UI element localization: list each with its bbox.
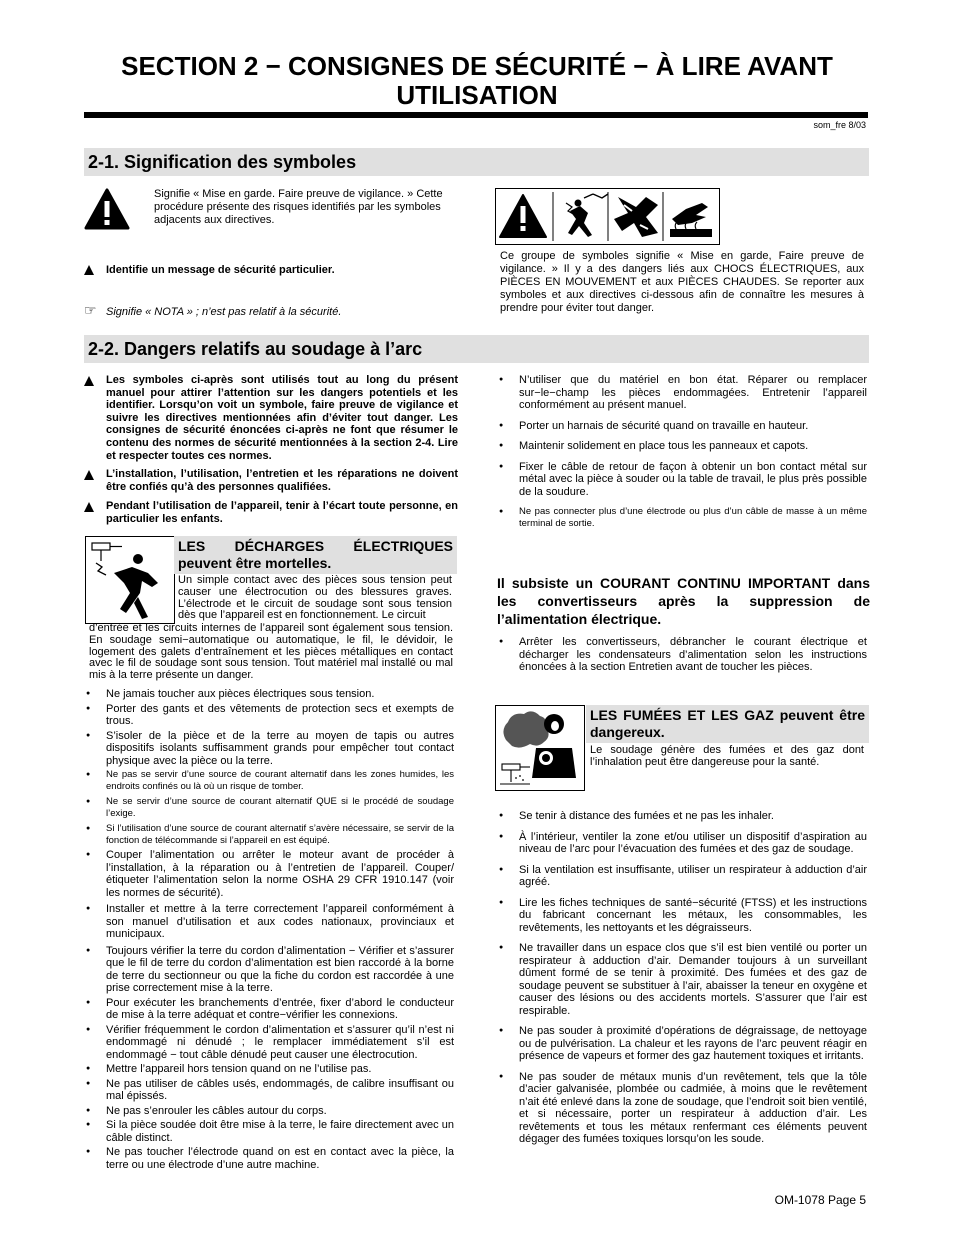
list-item: ● Lire les fiches techniques de santé−sécurité (FTSS) et les instructions du fabricant concernant les métaux, les consommables, les revêtements, les nettoyants et les dégraisseurs. xyxy=(497,897,867,935)
electric-shock-icon xyxy=(566,194,608,237)
fumes-bullet-list xyxy=(497,810,867,1146)
document-code: som_fre 8/03 xyxy=(813,120,866,130)
dc-warning-bullet-list xyxy=(497,636,867,674)
list-item: ● N’utiliser que du matériel en bon état. Réparer ou remplacer sur−le−champ les pièces endommagées. Entretenir l’appareil conformément au présent manuel. xyxy=(497,374,867,412)
list-item: ● Ne pas souder de métaux munis d’un revêtement, tels que la tôle d’acier galvanisée, plombée ou cadmiée, à moins que le revêtement n’ait été enlevé dans la zone de soudage, que l’endroit soit bien ventilé, et si nécessaire, porter un respirateur à adduction d’air. Les revêtements et tous les métaux renfermant ces éléments peuvent dégager des fumées toxiques lorsqu’on les soude. xyxy=(497,1071,867,1146)
section-2-2-title: 2-2. Dangers relatifs au soudage à l’arc xyxy=(88,339,423,359)
list-item: ● Installer et mettre à la terre correctement l’appareil conformément à son manuel d’utilisation et aux codes nationaux, provinciaux et municipaux. xyxy=(84,903,454,941)
list-item: ● Porter un harnais de sécurité quand on travaille en hauteur. xyxy=(497,420,867,433)
special-message-text: Identifie un message de sécurité particulier. xyxy=(106,264,335,276)
electric-shock-heading: LES DÉCHARGES ÉLECTRIQUES peuvent être mortelles. xyxy=(174,536,457,574)
list-item: ● Si la ventilation est insuffisante, utiliser un respirateur à adduction d’air agréé. xyxy=(497,864,867,889)
list-item: ● Couper l’alimentation ou arrêter le moteur avant de procéder à l’installation, à la réparation ou à l’entretien de l’appareil. Couper/étiqueter l’alimentation selon la norme OSHA 29 CFR 1910.147 (voir les normes de sécurité). xyxy=(84,849,454,899)
list-item: ● Ne pas souder à proximité d’opérations de dégraissage, de nettoyage ou de pulvérisation. La chaleur et les rayons de l’arc peuvent réagir en présence de vapeurs et former des gaz hautement toxiques et irritants. xyxy=(497,1025,867,1063)
list-item: ● Toujours vérifier la terre du cordon d’alimentation − Vérifier et s’assurer que le fil de terre du cordon d’alimentation est bien raccordé à la borne de terre du sectionneur ou que la fiche du cordon est raccordée à une prise correctement mise à la terre. xyxy=(84,945,454,995)
list-item: ● Se tenir à distance des fumées et ne pas les inhaler. xyxy=(497,810,867,823)
list-item: ● Ne jamais toucher aux pièces électriques sous tension. xyxy=(84,688,454,701)
list-item: ● Ne pas utiliser de câbles usés, endommagés, de calibre insuffisant ou mal épissés. xyxy=(84,1078,454,1103)
list-item: ● Ne pas toucher l’électrode quand on est en contact avec la pièce, la terre ou une électrode d’une autre machine. xyxy=(84,1146,454,1171)
intro-paragraph-1: Les symboles ci-après sont utilisés tout au long du présent manuel pour attirer l’attention sur les dangers potentiels et les identifier. Lorsqu’on voit un symbole, faire preuve de vigilance et suivre les directives mentionnées afin d’éviter tout danger. Les consignes de sécurité énoncées ci-après ne font que résumer le contenu des normes de sécurité mentionnées à la section 2-4. Lire et respecter toutes ces normes. xyxy=(106,374,458,462)
title-rule xyxy=(84,112,868,118)
section-2-2-header xyxy=(84,335,869,363)
intro-paragraph-2: L’installation, l’utilisation, l’entretien et les réparations ne doivent être confiés qu’à des personnes qualifiées. xyxy=(106,468,458,493)
list-item: ● Arrêter les convertisseurs, débrancher le courant électrique et décharger les condensateurs d’alimentation selon les instructions énoncées à la section Entretien avant de toucher les pièces. xyxy=(497,636,867,674)
electric-shock-hazard-icon xyxy=(85,536,175,624)
list-item: ● Vérifier fréquemment le cordon d’alimentation et s’assurer qu’il n’est ni endommagé ni dénudé ; le remplacer immédiatement s’il est endommagé − tout câble dénudé peut causer une électrocution. xyxy=(84,1024,454,1062)
small-warning-triangle-icon xyxy=(84,470,94,480)
list-item: ● Fixer le câble de retour de façon à obtenir un bon contact métal sur métal avec la pièce à souder ou la table de travail, le plus près possible de la soudure. xyxy=(497,461,867,499)
small-warning-triangle-icon xyxy=(84,265,94,275)
fumes-heading: LES FUMÉES ET LES GAZ peuvent être dangereux. xyxy=(586,705,869,743)
pointing-hand-icon: ☞ xyxy=(84,302,97,318)
symbol-group-box xyxy=(495,188,720,245)
list-item: ● Si l’utilisation d’une source de courant alternatif s’avère nécessaire, se servir de la fonction de télécommande si l’appareil en est équipé. xyxy=(84,823,454,846)
hot-parts-icon xyxy=(670,203,712,237)
list-item: ● S’isoler de la pièce et de la terre au moyen de tapis ou autres dispositifs isolants suffisamment grands pour empêcher tout contact physique avec la pièce ou la terre. xyxy=(84,730,454,768)
list-item: ● Ne pas se servir d’une source de courant alternatif dans les zones humides, les endroits confinés ou là où un risque de tomber. xyxy=(84,769,454,792)
list-item: ● Ne pas connecter plus d’une électrode ou plus d’un câble de masse à un même terminal de sortie. xyxy=(497,506,867,529)
note-symbol-description: Signifie « NOTA » ; n’est pas relatif à la sécurité. xyxy=(106,306,342,318)
electric-shock-intro-a: Un simple contact avec des pièces sous tension peut causer une électrocution ou des blessures graves. L’électrode et le circuit de soudage sont sous tension dès que l’appareil est en fonctionnement. Le circuit xyxy=(178,574,452,622)
page-footer: OM-1078 Page 5 xyxy=(774,1193,866,1207)
list-item: ● Pour exécuter les branchements d’entrée, fixer d’abord le conducteur de mise à la terre adéquat et contre−vérifier les connexions. xyxy=(84,997,454,1022)
electric-shock-intro-b: d’entrée et les circuits internes de l’appareil sont également sous tension. En soudage semi−automatique ou automatique, le fil, le dévidoir, le logement des galets d’entraînement et les pièces métalliques en contact avec le fil de soudage sont sous tension. Tout matériel mal installé ou mal mis à la terre présente un danger. xyxy=(89,622,453,682)
moving-parts-icon xyxy=(614,197,658,237)
list-item: ● Porter des gants et des vêtements de protection secs et exempts de trous. xyxy=(84,703,454,728)
warning-triangle-icon xyxy=(84,188,130,235)
electric-shock-bullet-list xyxy=(84,688,454,1171)
small-warning-triangle-icon xyxy=(84,376,94,386)
intro-paragraph-3: Pendant l’utilisation de l’appareil, tenir à l’écart toute personne, en particulier les enfants. xyxy=(106,500,458,525)
list-item: ● Maintenir solidement en place tous les panneaux et capots. xyxy=(497,440,867,453)
dc-warning-heading: Il subsiste un COURANT CONTINU IMPORTANT dans les convertisseurs après la suppression de l’alimentation électrique. xyxy=(497,575,870,627)
fumes-gases-hazard-icon xyxy=(495,705,585,791)
section-2-1-title: 2-1. Signification des symboles xyxy=(88,152,357,172)
warning-symbol-description: Signifie « Mise en garde. Faire preuve de vigilance. » Cette procédure présente des risques identifiés par les symboles adjacents aux directives. xyxy=(154,188,443,226)
list-item: ● Ne se servir d’une source de courant alternatif QUE si le procédé de soudage l’exige. xyxy=(84,796,454,819)
page-title: SECTION 2 − CONSIGNES DE SÉCURITÉ − À LIRE AVANT UTILISATION xyxy=(121,51,833,110)
list-item: ● Mettre l’appareil hors tension quand on ne l’utilise pas. xyxy=(84,1063,454,1076)
warning-triangle-icon xyxy=(500,195,546,237)
right-column-bullet-list xyxy=(497,374,867,529)
section-2-1-header xyxy=(84,148,869,176)
small-warning-triangle-icon xyxy=(84,502,94,512)
list-item: ● Ne travailler dans un espace clos que s’il est bien ventilé ou porter un respirateur à adduction d’air. Demander toujours à un surveillant dûment formé de se tenir à proximité. Des fumées et des gaz de soudage peuvent se substituer à l’air, abaisser la teneur en oxygène et causer des lésions ou des accidents mortels. S’assurer que l’air est respirable. xyxy=(497,942,867,1017)
list-item: ● À l’intérieur, ventiler la zone et/ou utiliser un dispositif d’aspiration au niveau de l’arc pour l’évacuation des fumées et des gaz de soudage. xyxy=(497,831,867,856)
symbol-group-description: Ce groupe de symboles signifie « Mise en garde, Faire preuve de vigilance. » Il y a des dangers liés aux CHOCS ÉLECTRIQUES, aux PIÈCES EN MOUVEMENT et aux PIÈCES CHAUDES. Se reporter aux symboles et aux directives ci-dessous afin de connaître les mesures à prendre pour éviter tout danger. xyxy=(500,250,864,314)
list-item: ● Si la pièce soudée doit être mise à la terre, le faire directement avec un câble distinct. xyxy=(84,1119,454,1144)
list-item: ● Ne pas s’enrouler les câbles autour du corps. xyxy=(84,1105,454,1118)
fumes-intro: Le soudage génère des fumées et des gaz dont l’inhalation peut être dangereuse pour la santé. xyxy=(590,744,864,768)
